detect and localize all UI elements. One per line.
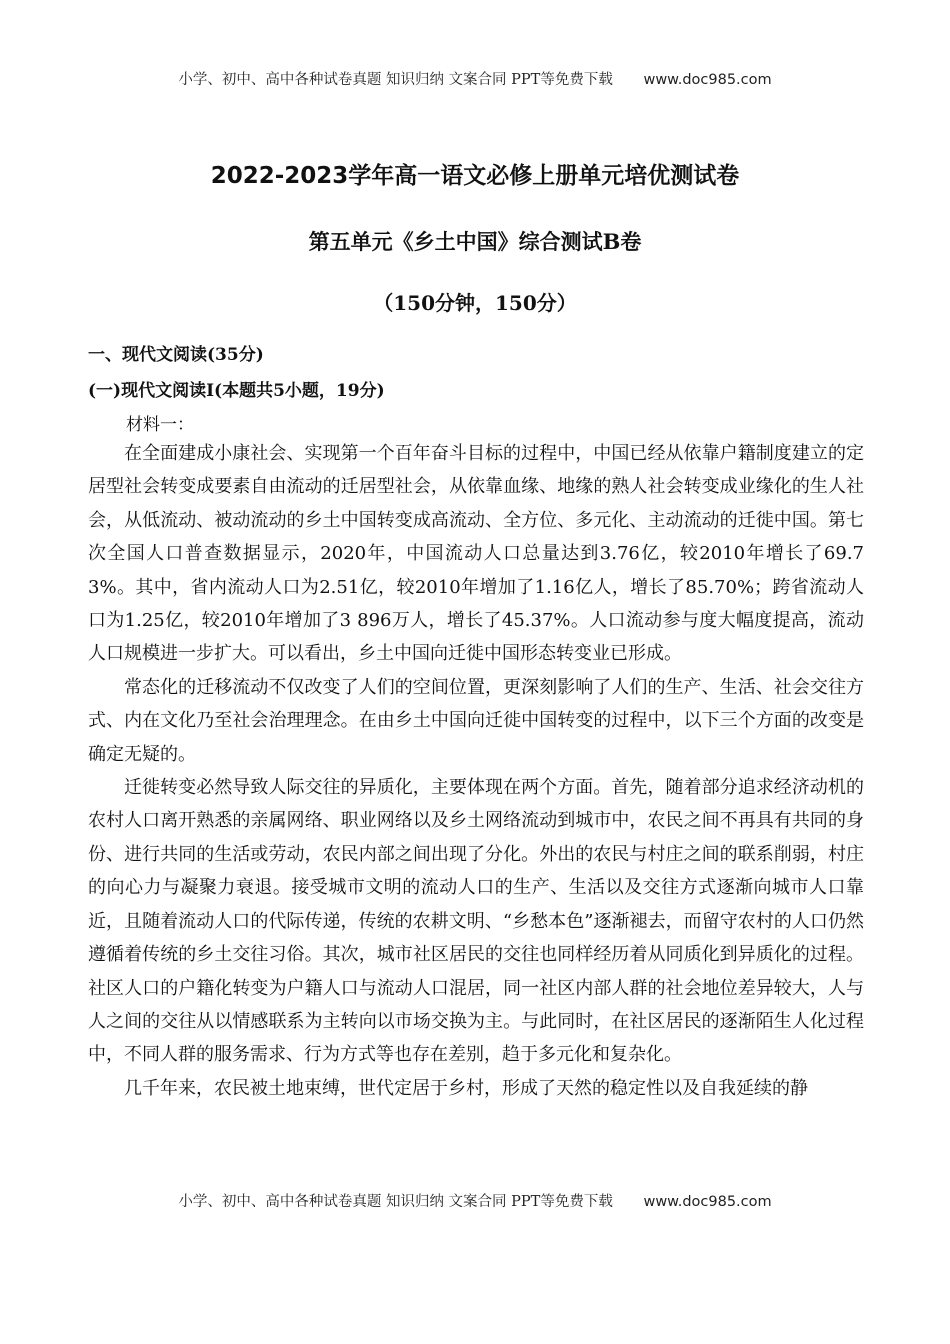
subsection-heading: (一)现代文阅读Ⅰ(本题共5小题，19分) <box>88 381 385 401</box>
page-header <box>0 68 950 89</box>
material-label: 材料一： <box>126 415 194 435</box>
header-url[interactable]: www.doc985.com <box>643 72 772 88</box>
page-footer <box>0 1190 950 1211</box>
paragraph: 几千年来，农民被土地束缚，世代定居于乡村，形成了天然的稳定性以及自我延续的静 <box>124 1077 808 1099</box>
time-score: （150分钟，150分） <box>373 291 577 315</box>
footer-url[interactable]: www.doc985.com <box>643 1194 772 1210</box>
exam-title: 2022-2023学年高一语文必修上册单元培优测试卷 <box>210 163 740 189</box>
section-heading: 一、现代文阅读(35分) <box>88 345 264 365</box>
reading-material <box>88 437 864 1105</box>
paragraph: 迁徙转变必然导致人际交往的异质化，主要体现在两个方面。首先，随着部分追求经济动机的农村人口离开熟悉的亲属网络、职业网络以及乡土网络流动到城市中，农民之间不再具有共同的身份、进行共同的生活或劳动，农民内部之间出现了分化。外出的农民与村庄之间的联系削弱，村庄的向心力与凝聚力衰退。接受城市文明的流动人口的生产、生活以及交往方式逐渐向城市人口靠近，且随着流动人口的代际传递，传统的农耕文明、“乡愁本色”逐渐褪去，而留守农村的人口仍然遵循着传统的乡土交往习俗。其次，城市社区居民的交往也同样经历着从同质化到异质化的过程。社区人口的户籍化转变为户籍人口与流动人口混居，同一社区内部人群的社会地位差异较大，人与人之间的交往从以情感联系为主转向以市场交换为主。与此同时，在社区居民的逐渐陌生人化过程中，不同人群的服务需求、行为方式等也存在差别，趋于多元化和复杂化。 <box>88 777 864 1066</box>
paragraph: 常态化的迁移流动不仅改变了人们的空间位置，更深刻影响了人们的生产、生活、社会交往方式、内在文化乃至社会治理理念。在由乡土中国向迁徙中国转变的过程中，以下三个方面的改变是确定无疑的。 <box>88 676 864 765</box>
footer-text: 小学、初中、高中各种试卷真题 知识归纳 文案合同 PPT等免费下载 <box>178 1194 613 1210</box>
paragraph: 在全面建成小康社会、实现第一个百年奋斗目标的过程中，中国已经从依靠户籍制度建立的定居型社会转变成要素自由流动的迁居型社会，从依靠血缘、地缘的熟人社会转变成业缘化的生人社会，从低流动、被动流动的乡土中国转变成高流动、全方位、多元化、主动流动的迁徙中国。第七次全国人口普查数据显示，2020年，中国流动人口总量达到3.76亿，较2010年增长了69.73%。其中，省内流动人口为2.51亿，较2010年增加了1.16亿人，增长了85.70%；跨省流动人口为1.25亿，较2010年增加了3 896万人，增长了45.37%。人口流动参与度大幅度提高，流动人口规模进一步扩大。可以看出，乡土中国向迁徙中国形态转变业已形成。 <box>88 443 864 665</box>
exam-subtitle: 第五单元《乡土中国》综合测试B卷 <box>308 229 642 254</box>
header-text: 小学、初中、高中各种试卷真题 知识归纳 文案合同 PPT等免费下载 <box>178 72 613 88</box>
